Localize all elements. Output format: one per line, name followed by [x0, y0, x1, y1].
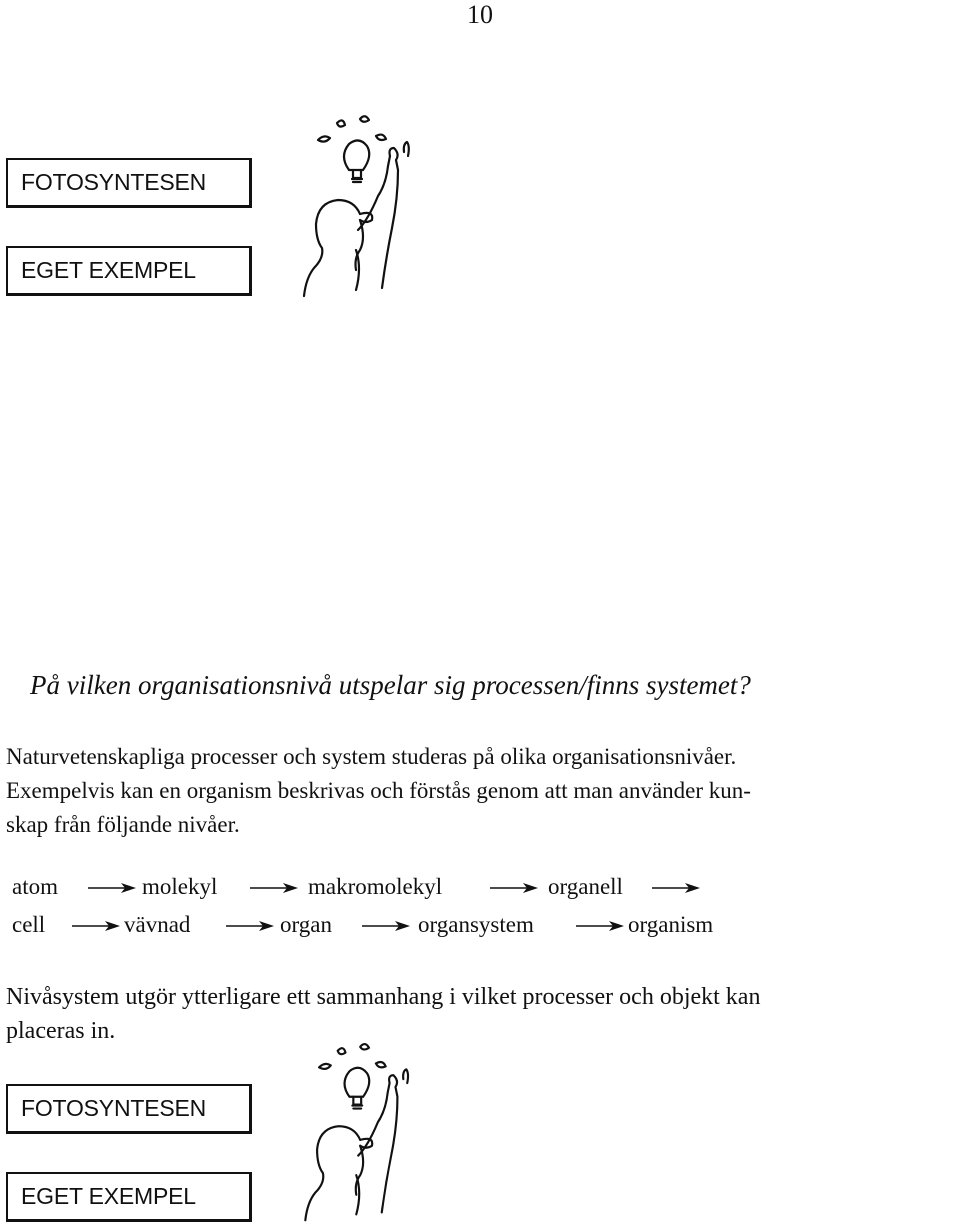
question-heading: På vilken organisationsnivå utspelar sig processen/finns systemet?	[30, 670, 751, 700]
level-atom: atom	[12, 874, 58, 899]
arrow-right-icon	[490, 882, 538, 894]
arrow-right-icon	[362, 920, 410, 932]
lightbulb-icon	[345, 1068, 370, 1109]
nivasystem-paragraph	[6, 980, 956, 1048]
level-makromolekyl: makromolekyl	[308, 874, 443, 899]
eget-exempel-box[interactable]: EGET EXEMPEL	[6, 246, 252, 296]
level-molekyl: molekyl	[142, 874, 218, 899]
arrow-right-icon	[88, 882, 136, 894]
fotosyntesen-box[interactable]: FOTOSYNTESEN	[6, 158, 252, 208]
idea-person-icon	[300, 1036, 440, 1232]
paragraph-line: placeras in.	[6, 1018, 116, 1044]
paragraph-line: skap från följande nivåer.	[6, 812, 240, 837]
level-vavnad: vävnad	[124, 912, 191, 937]
level-organ: organ	[280, 912, 332, 937]
arrow-right-icon	[652, 882, 700, 894]
lightbulb-rays	[319, 1044, 386, 1069]
arrow-right-icon	[226, 920, 274, 932]
level-organism: organism	[628, 912, 714, 937]
intro-paragraph	[6, 740, 956, 842]
arrow-right-icon	[576, 920, 624, 932]
eget-exempel-box-2[interactable]: EGET EXEMPEL	[6, 1172, 252, 1222]
arrow-right-icon	[250, 882, 298, 894]
paragraph-line: Nivåsystem utgör ytterligare ett sammanhang i vilket processer och objekt kan	[6, 984, 761, 1010]
idea-person-icon	[300, 108, 440, 308]
level-organell: organell	[548, 874, 623, 899]
fotosyntesen-box-2[interactable]: FOTOSYNTESEN	[6, 1084, 252, 1134]
lightbulb-icon	[344, 140, 369, 182]
page-number: 10	[467, 0, 493, 29]
level-organsystem: organsystem	[418, 912, 534, 937]
paragraph-line: Exempelvis kan en organism beskrivas och förstås genom att man använder kun-	[6, 778, 751, 803]
lightbulb-rays	[318, 116, 386, 141]
arrow-right-icon	[72, 920, 120, 932]
level-cell: cell	[12, 912, 46, 937]
paragraph-line: Naturvetenskapliga processer och system studeras på olika organisationsnivåer.	[6, 744, 737, 769]
